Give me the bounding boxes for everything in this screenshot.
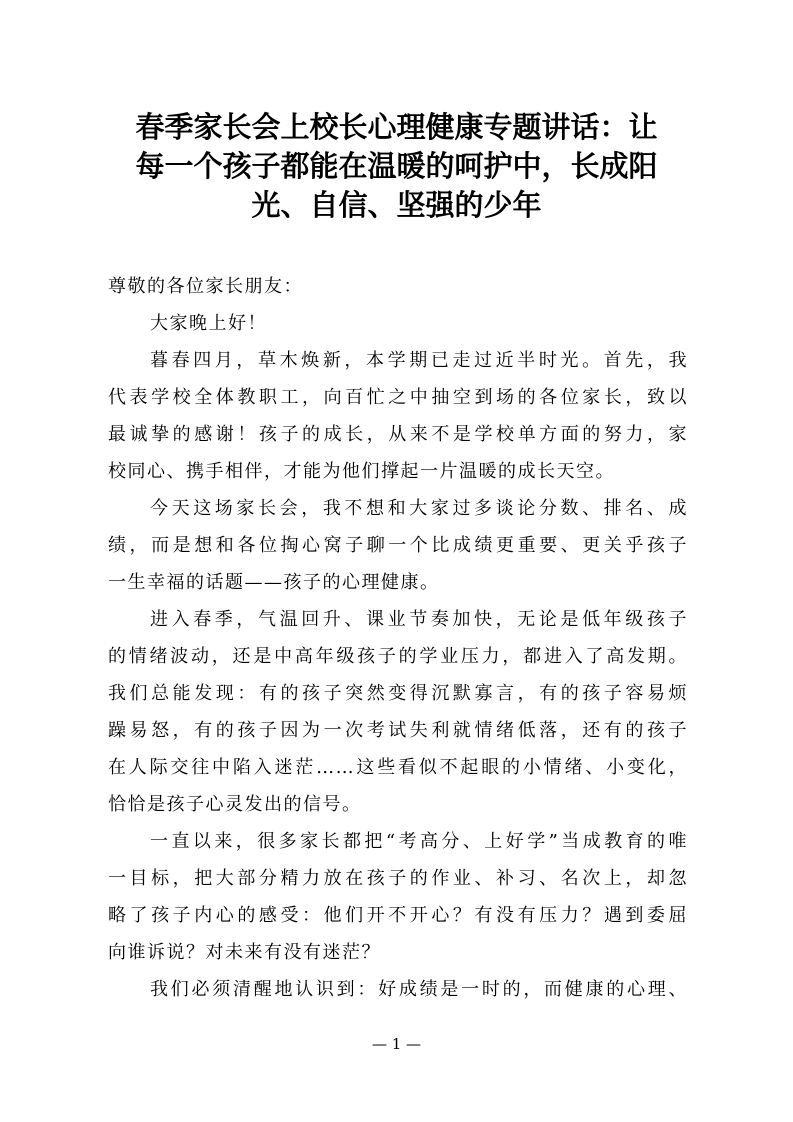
paragraph-line: 一生幸福的话题——孩子的心理健康。 [108,572,440,593]
paragraph-line: 略了孩子内心的感受：他们开不开心？有没有压力？遇到委屈 [108,905,688,926]
paragraph-line: 今天这场家长会，我不想和大家过多谈论分数、排名、成 [150,498,688,519]
paragraph-line: 躁易怒，有的孩子因为一次考试失利就情绪低落，还有的孩子 [108,720,688,741]
paragraph-line: 暮春四月，草木焕新，本学期已走过近半时光。首先，我 [150,350,688,371]
paragraph-line: 最诚挚的感谢！孩子的成长，从来不是学校单方面的努力，家 [108,424,688,445]
paragraph-thanks [108,342,688,490]
paragraph-line: 我们总能发现：有的孩子突然变得沉默寡言，有的孩子容易烦 [108,683,688,704]
paragraph-spring-signals [108,601,688,823]
paragraph-line: 进入春季，气温回升、课业节奏加快，无论是低年级孩子 [150,609,688,630]
paragraph-line: 校同心、携手相伴，才能为他们撑起一片温暖的成长天空。 [108,461,615,482]
title-line-3: 光、自信、坚强的少年 [251,188,542,222]
paragraph-line: 一目标，把大部分精力放在孩子的作业、补习、名次上，却忽 [108,868,688,889]
salutation: 尊敬的各位家长朋友： [108,276,303,297]
paragraph-recognition [108,971,688,1008]
paragraph-topic [108,490,688,601]
title-line-2: 每一个孩子都能在温暖的呵护中，长成阳 [135,149,658,183]
document-title [100,108,693,225]
paragraph-line: 绩，而是想和各位掏心窝子聊一个比成绩更重要、更关乎孩子 [108,535,688,556]
paragraph-line: 向谁诉说？对未来有没有迷茫？ [108,942,381,963]
document-body [108,268,688,1008]
paragraph-greeting [108,305,688,342]
paragraph-line: 我们必须清醒地认识到：好成绩是一时的，而健康的心理、 [150,979,688,1000]
paragraph-line: 大家晚上好！ [150,313,267,334]
paragraph-line: 一直以来，很多家长都把“考高分、上好学”当成教育的唯 [150,831,688,852]
page-number: — 1 — [371,1035,422,1053]
paragraph-line: 的情绪波动，还是中高年级孩子的学业压力，都进入了高发期。 [108,646,688,667]
paragraph-line: 代表学校全体教职工，向百忙之中抽空到场的各位家长，致以 [108,387,688,408]
paragraph-line: 恰恰是孩子心灵发出的信号。 [108,794,362,815]
title-line-1: 春季家长会上校长心理健康专题讲话：让 [135,110,658,144]
paragraph-parent-focus [108,823,688,971]
paragraph-line: 在人际交往中陷入迷茫……这些看似不起眼的小情绪、小变化， [108,757,688,778]
